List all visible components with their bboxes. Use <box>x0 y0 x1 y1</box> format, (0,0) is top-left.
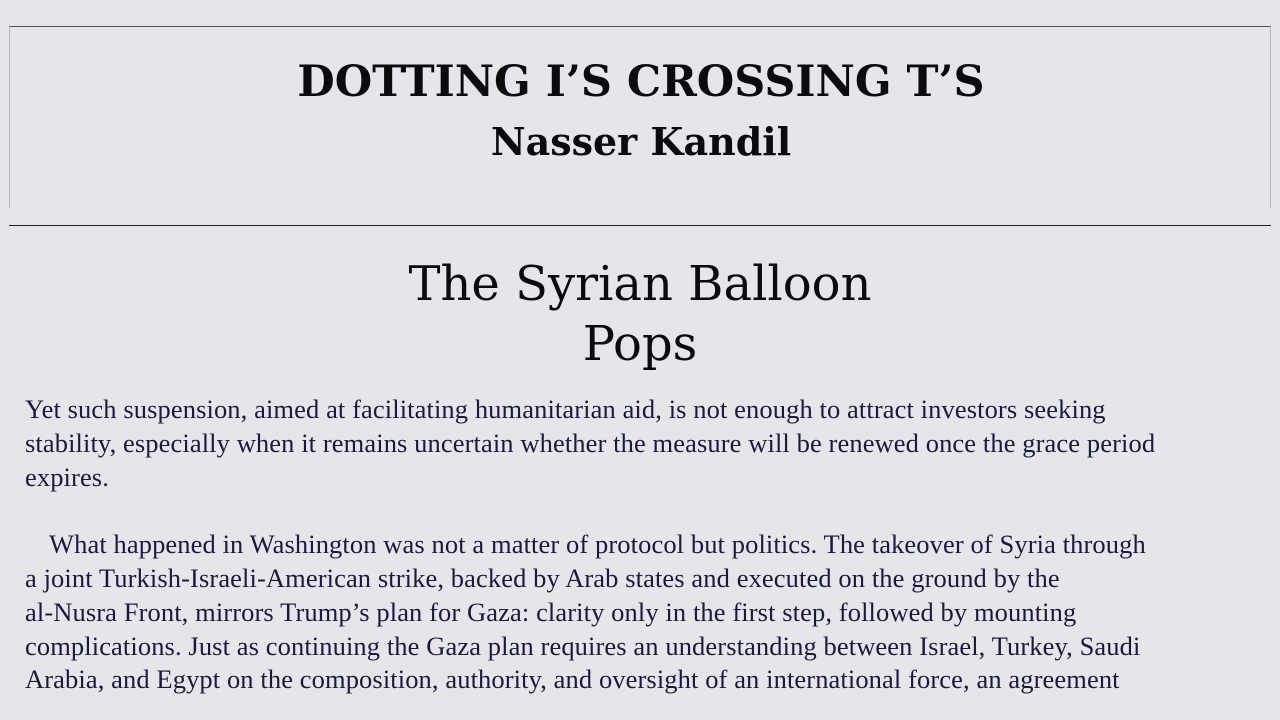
paragraph-1-line-3: expires. <box>25 461 109 492</box>
paragraph-2-line-5: Arabia, and Egypt on the composition, authority, and oversight of an international force, an agreement <box>25 664 1120 695</box>
paragraph-1-line-2: stability, especially when it remains uncertain whether the measure will be renewed once the grace period <box>25 427 1156 458</box>
article-title <box>0 254 1280 374</box>
header-divider <box>9 225 1271 226</box>
paragraph-2-line-4: complications. Just as continuing the Gaza plan requires an understanding between Israel, Turkey, Saudi <box>25 630 1141 661</box>
article-body <box>25 393 1257 697</box>
paragraph-2-line-3: al-Nusra Front, mirrors Trump’s plan for Gaza: clarity only in the first step, followed by mounting <box>25 596 1077 627</box>
paragraph-gap <box>25 494 1257 528</box>
article-title-line-2: Pops <box>582 316 698 372</box>
author-name: Nasser Kandil <box>490 119 792 164</box>
column-name: DOTTING I’S CROSSING T’S <box>297 57 985 107</box>
article-title-line-1: The Syrian Balloon <box>408 256 872 312</box>
paragraph-2-line-2: a joint Turkish-Israeli-American strike, backed by Arab states and executed on the ground by the <box>25 562 1060 593</box>
masthead <box>9 26 1271 208</box>
paragraph-2-line-1: What happened in Washington was not a matter of protocol but politics. The takeover of Syria through <box>49 529 1146 560</box>
paragraph-1-line-1: Yet such suspension, aimed at facilitating humanitarian aid, is not enough to attract investors seeking <box>25 394 1106 424</box>
